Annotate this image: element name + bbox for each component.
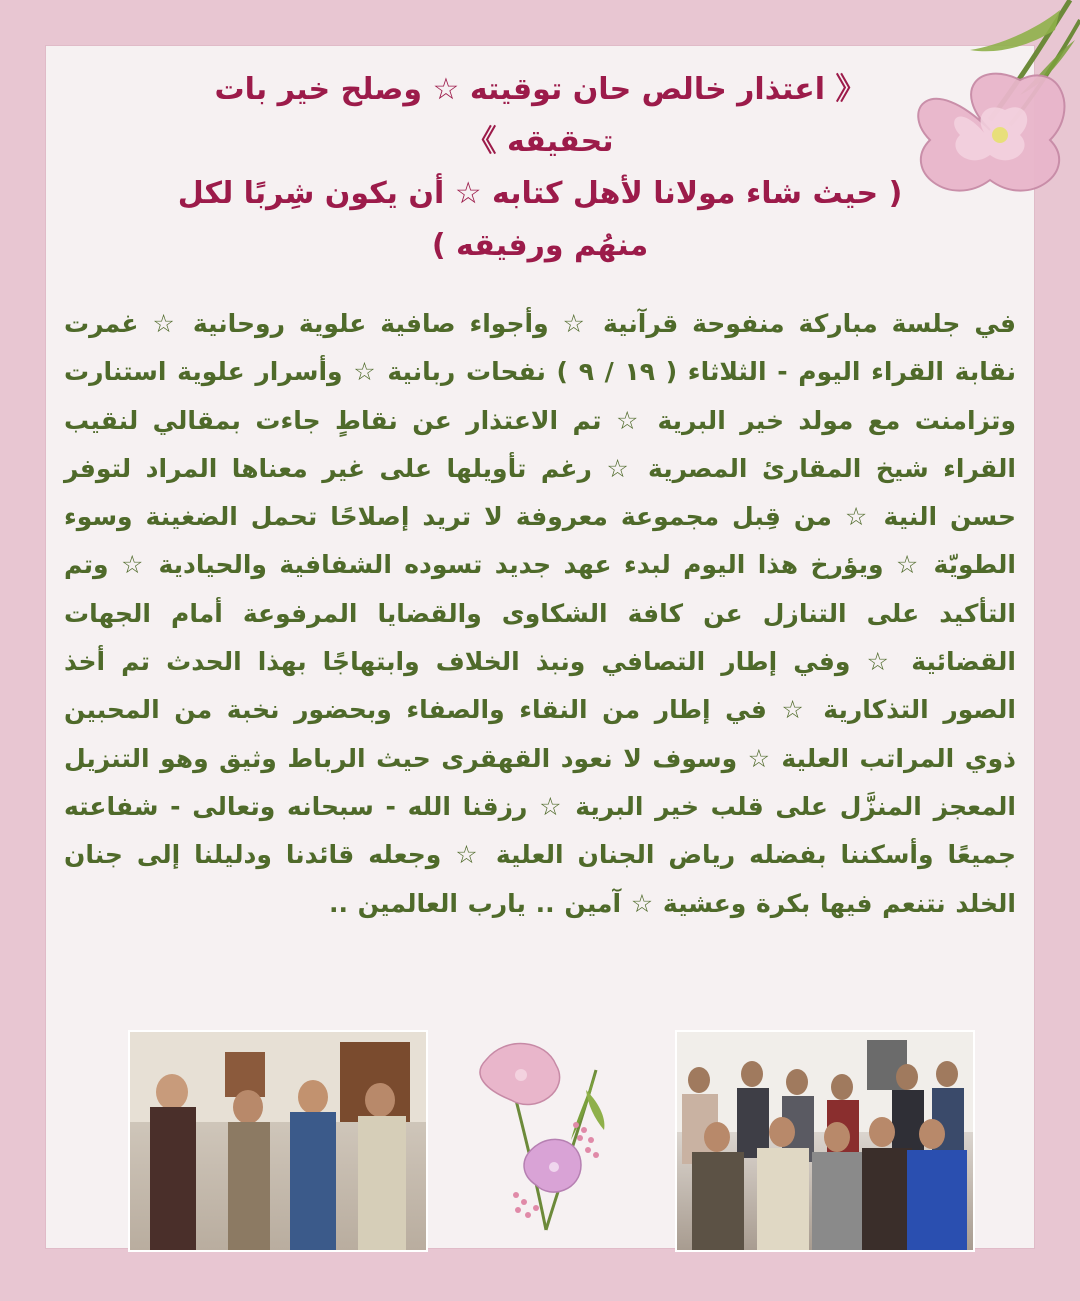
page-title <box>160 64 920 272</box>
title-line-1: 《 اعتذار خالص حان توقيته ☆ وصلح خير بات تحقيقه 》 <box>214 72 866 159</box>
group-photo-left <box>128 1030 428 1252</box>
title-line-2: ( حيث شاء مولانا لأهل كتابه ☆ أن يكون شِربًا لكل منهُم ورفيقه ) <box>177 176 903 263</box>
flower-bouquet-icon <box>476 1030 616 1240</box>
group-photo-right <box>675 1030 975 1252</box>
photo-placeholder-right <box>677 1032 973 1250</box>
photo-placeholder-left <box>130 1032 426 1250</box>
article-text: في جلسة مباركة منفوحة قرآنية ☆ وأجواء صافية علوية روحانية ☆ غمرت نقابة القراء اليوم - الثلاثاء ( ١٩ / ٩ ) نفحات ربانية ☆ وأسرار علوية استنارت وتزامنت مع مولد خير البرية ☆ تم الاعتذار عن نقاطٍ جاءت بمقالي لنقيب القراء شيخ المقارئ المصرية ☆ رغم تأويلها على غير معناها المراد لتوفر حسن النية ☆ من قِبل مجموعة معروفة لا تريد إصلاحًا تحمل الضغينة وسوء الطويّة ☆ ويؤرخ هذا اليوم لبدء عهد جديد تسوده الشفافية والحيادية ☆ وتم التأكيد على التنازل عن كافة الشكاوى والقضايا المرفوعة أمام الجهات القضائية ☆ وفي إطار التصافي ونبذ الخلاف وابتهاجًا بهذا الحدث تم أخذ الصور التذكارية ☆ في إطار من النقاء والصفاء وبحضور نخبة من المحبين ذوي المراتب العلية ☆ وسوف لا نعود القهقرى حيث الرباط وثيق وهو التنزيل المعجز المنزَّل على قلب خير البرية ☆ رزقنا الله - سبحانه وتعالى - شفاعته جميعًا وأسكننا بفضله رياض الجنان العلية ☆ وجعله قائدنا ودليلنا إلى جنان الخلد نتنعم فيها بكرة وعشية ☆ آمين .. يارب العالمين .. <box>64 309 1016 918</box>
